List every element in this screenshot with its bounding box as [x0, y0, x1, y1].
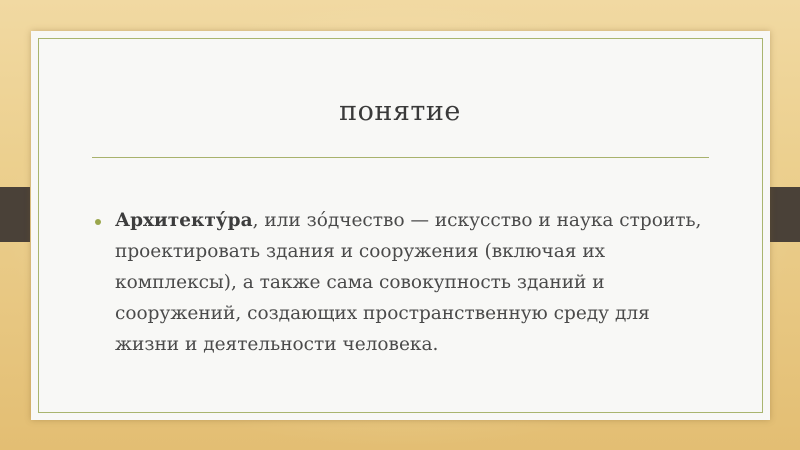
right-accent-tab [770, 187, 800, 242]
definition-text: , или зо́дчество — искусство и наука строить, проектировать здания и сооружения (включая их комплексы), а также сама совокупность зданий и сооружений, создающих пространственную среду для жизни и деятельности человека. [115, 210, 702, 355]
slide-title: понятие [339, 96, 461, 127]
definition-term: Архитекту́ра [115, 210, 253, 231]
slide-body [95, 205, 715, 360]
bullet-item [95, 205, 715, 360]
bullet-dot-icon [95, 219, 101, 225]
left-accent-tab [0, 187, 30, 242]
title-divider [92, 157, 709, 158]
